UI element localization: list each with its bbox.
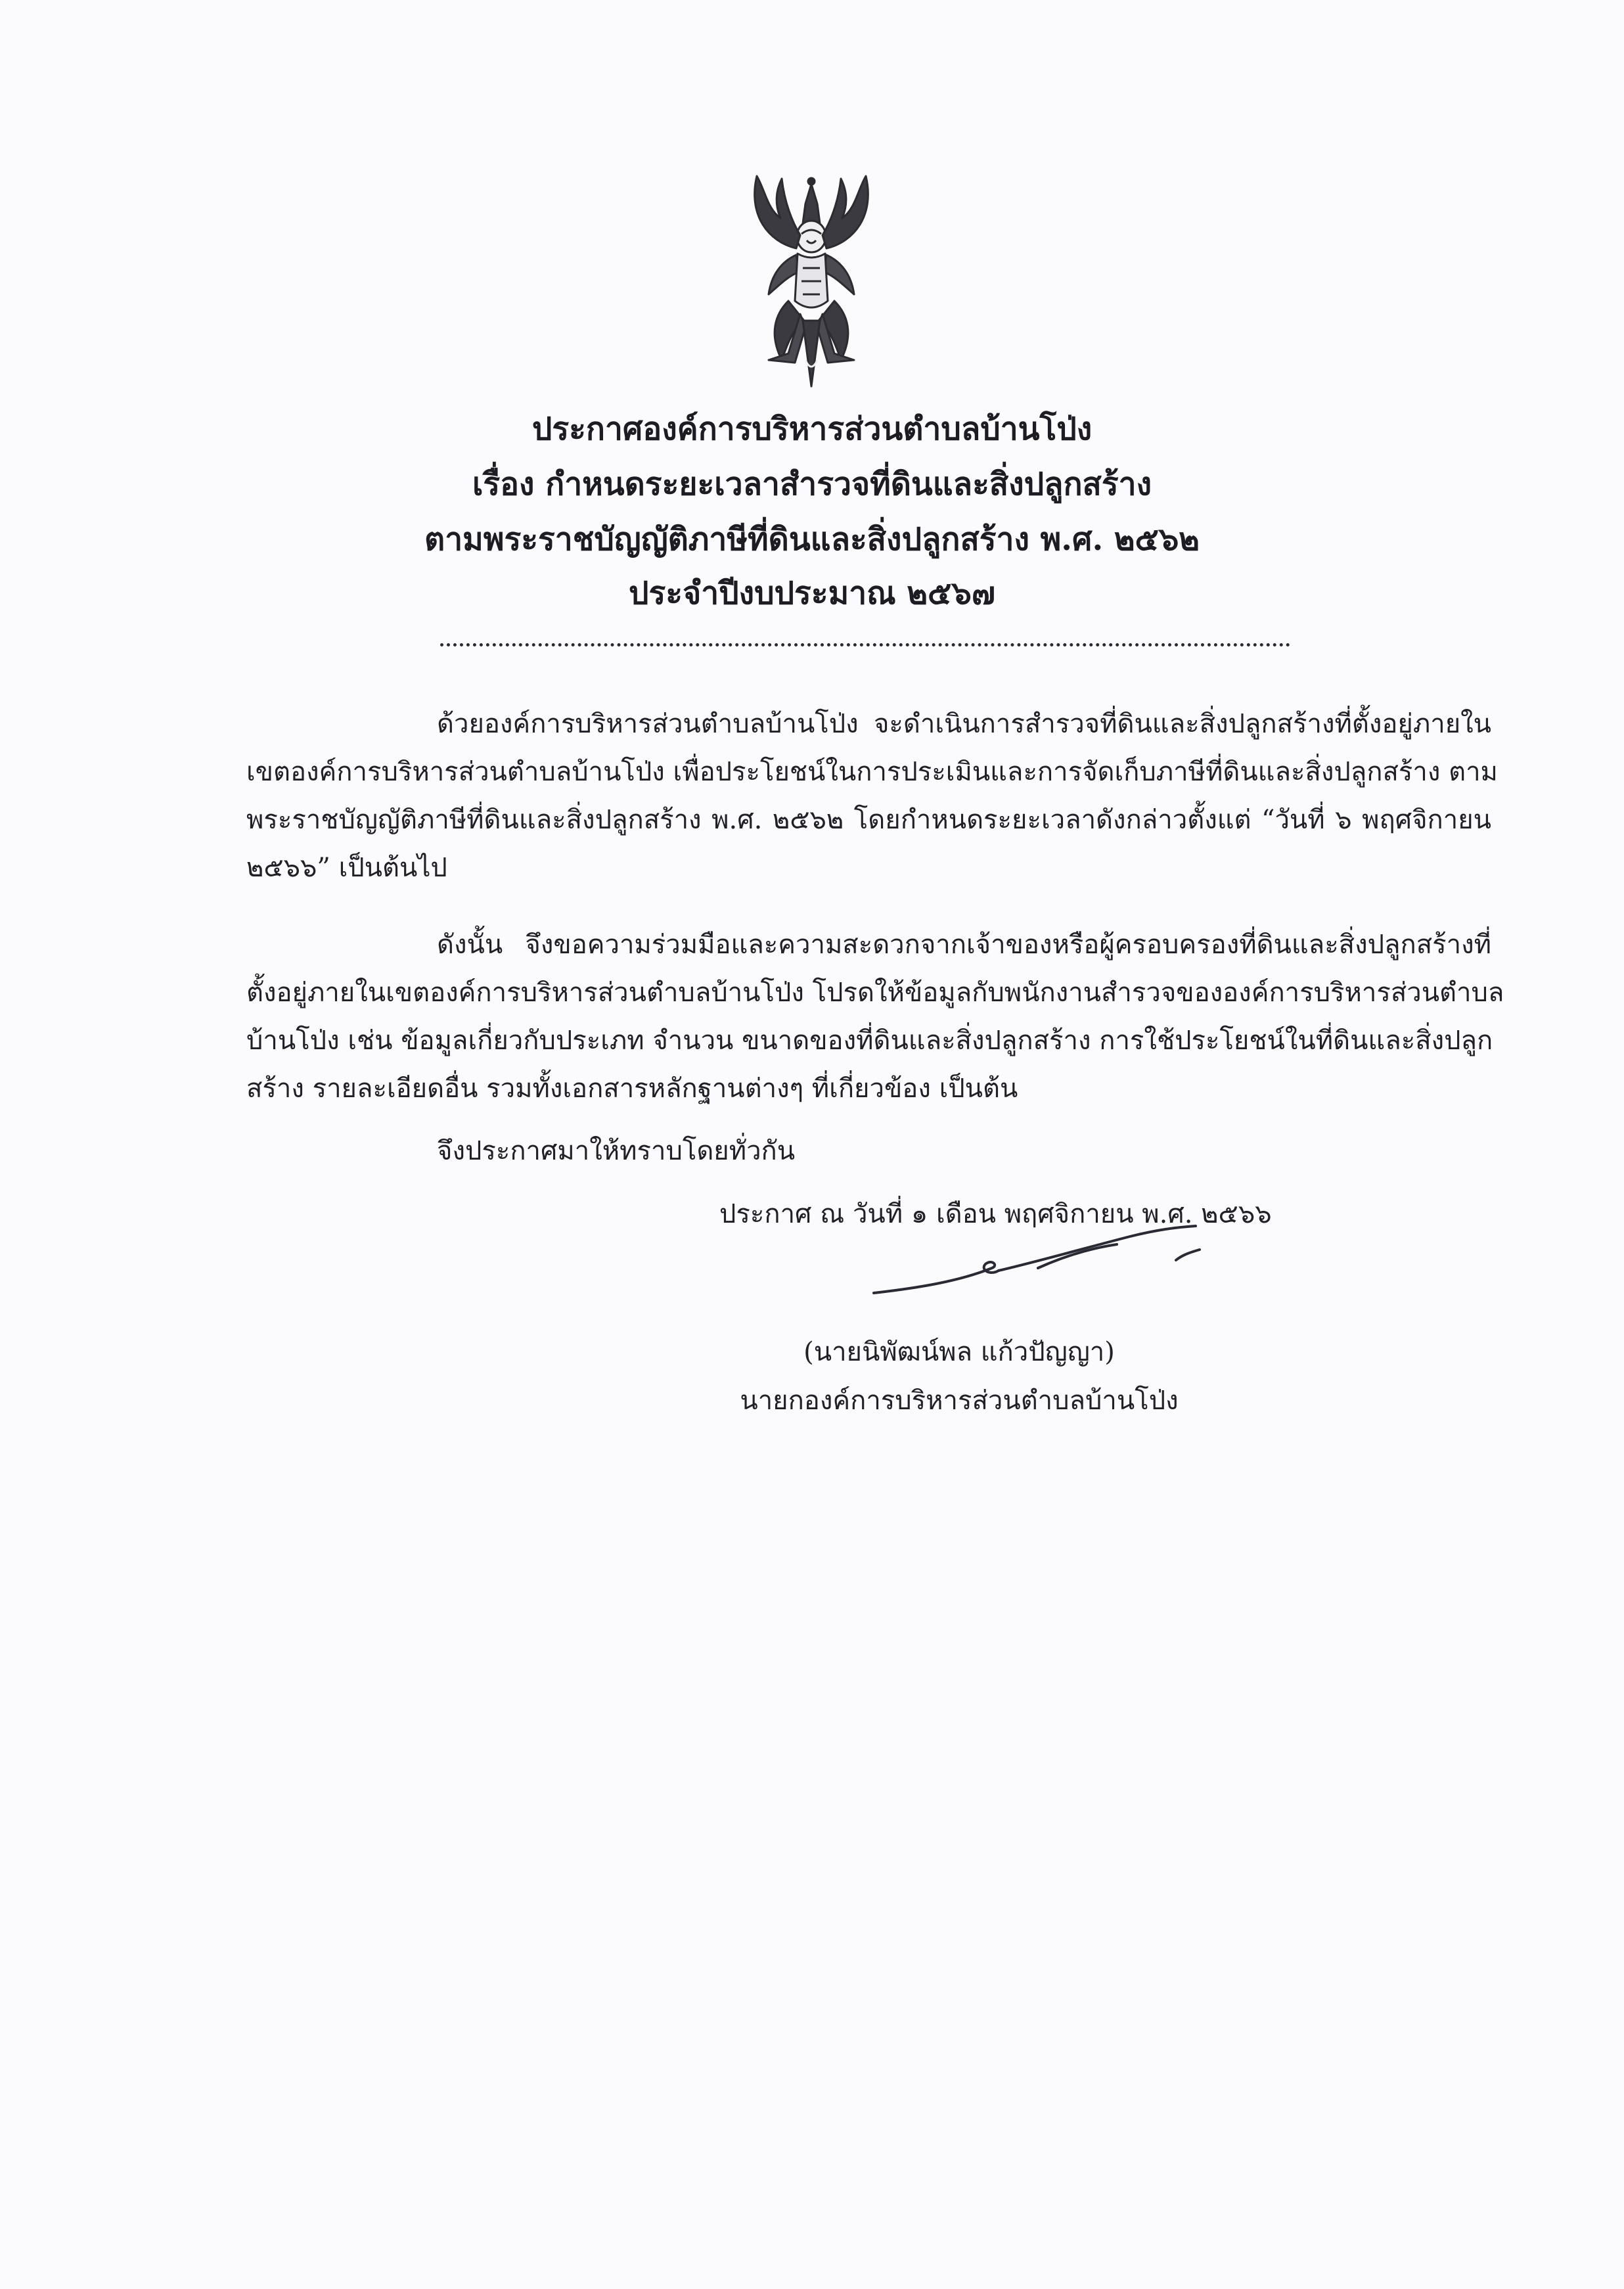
closing-statement: จึงประกาศมาให้ทราบโดยทั่วกัน [437, 1136, 796, 1166]
dotted-divider [440, 643, 1290, 646]
paragraph-1-line-4: ๒๕๖๖” เป็นต้นไป [246, 853, 447, 883]
announcement-fiscal-year: ประจำปีงบประมาณ ๒๕๖๗ [629, 575, 995, 612]
paragraph-1-line-1: ด้วยองค์การบริหารส่วนตำบลบ้านโป่ง จะดำเนินการสำรวจที่ดินและสิ่งปลูกสร้างที่ตั้งอยู่ภายใน [437, 709, 1491, 739]
signer-title: นายกองค์การบริหารส่วนตำบลบ้านโป่ง [740, 1386, 1179, 1416]
paragraph-1-line-3: พระราชบัญญัติภาษีที่ดินและสิ่งปลูกสร้าง พ.ศ. ๒๕๖๒ โดยกำหนดระยะเวลาดังกล่าวตั้งแต่ “วันที่ ๖ พฤศจิกายน [246, 805, 1491, 835]
announcement-subject: เรื่อง กำหนดระยะเวลาสำรวจที่ดินและสิ่งปลูกสร้าง [472, 466, 1152, 503]
paragraph-1-line-2: เขตองค์การบริหารส่วนตำบลบ้านโป่ง เพื่อประโยชน์ในการประเมินและการจัดเก็บภาษีที่ดินและสิ่งปลูกสร้าง ตาม [246, 757, 1498, 787]
signer-name: (นายนิพัฒน์พล แก้วปัญญา) [803, 1337, 1115, 1367]
announcement-title: ประกาศองค์การบริหารส่วนตำบลบ้านโป่ง [531, 411, 1093, 447]
paragraph-2-line-1: ดังนั้น จึงขอความร่วมมือและความสะดวกจากเจ้าของหรือผู้ครอบครองที่ดินและสิ่งปลูกสร้างที่ [437, 930, 1491, 960]
garuda-emblem-icon [742, 163, 880, 394]
announcement-date: ประกาศ ณ วันที่ ๑ เดือน พฤศจิกายน พ.ศ. ๒๕๖๖ [719, 1199, 1272, 1229]
paragraph-2-line-4: สร้าง รายละเอียดอื่น รวมทั้งเอกสารหลักฐานต่างๆ ที่เกี่ยวข้อง เป็นต้น [246, 1074, 1018, 1104]
signature-icon [867, 1222, 1209, 1307]
paragraph-2-line-2: ตั้งอยู่ภายในเขตองค์การบริหารส่วนตำบลบ้านโป่ง โปรดให้ข้อมูลกับพนักงานสำรวจขององค์การบริหารส่วนตำบล [246, 978, 1504, 1008]
announcement-act-reference: ตามพระราชบัญญัติภาษีที่ดินและสิ่งปลูกสร้าง พ.ศ. ๒๕๖๒ [424, 521, 1200, 558]
paragraph-2-line-3: บ้านโป่ง เช่น ข้อมูลเกี่ยวกับประเภท จำนวน ขนาดของที่ดินและสิ่งปลูกสร้าง การใช้ประโยชน์ในที่ดินและสิ่งปลูก [246, 1026, 1493, 1056]
